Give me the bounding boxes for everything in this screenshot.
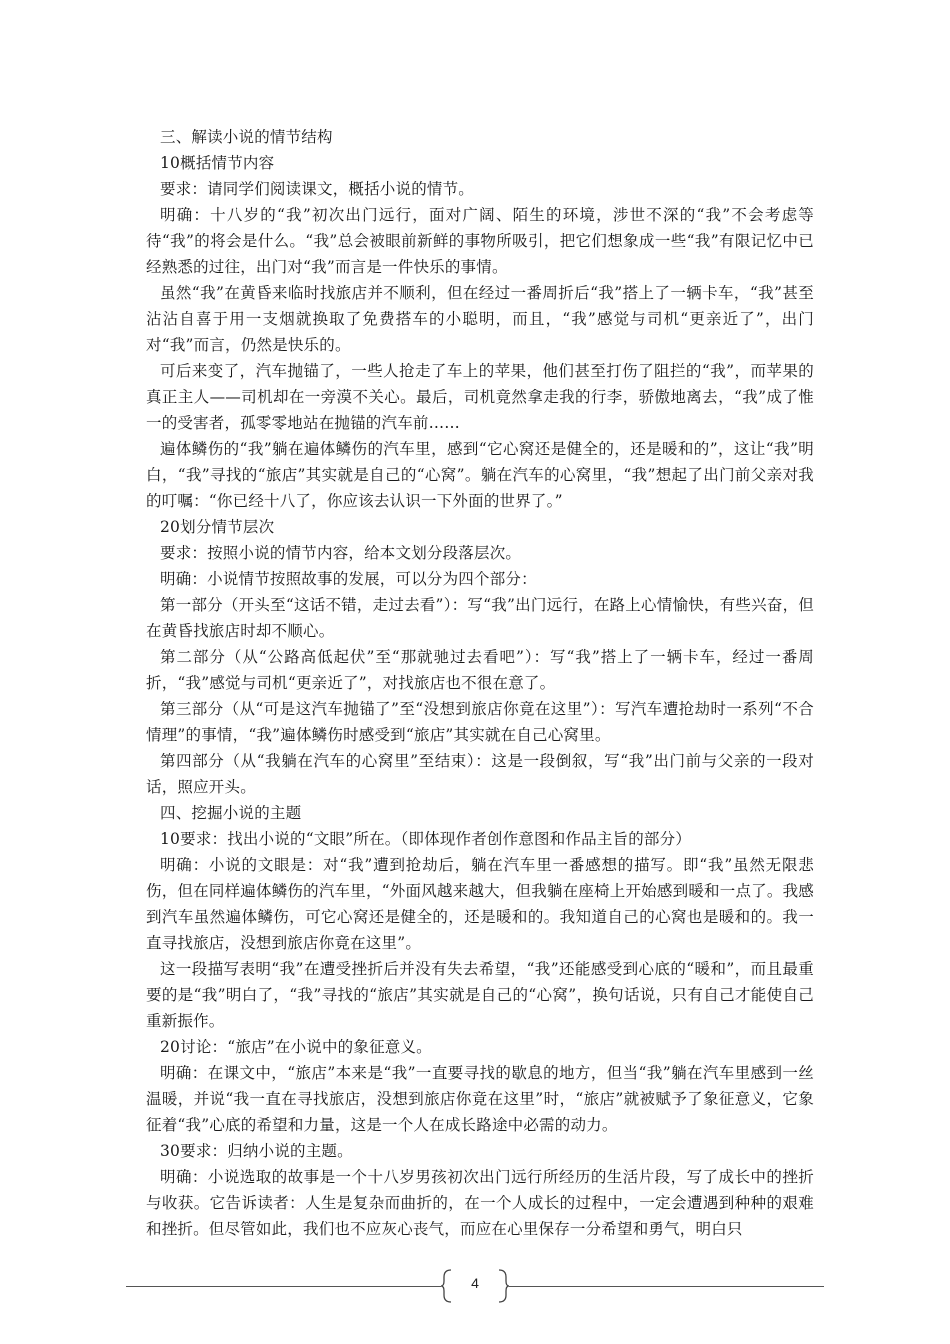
section-heading-3: 三、解读小说的情节结构: [160, 128, 333, 146]
paragraph: 明确：十八岁的“我”初次出门远行，面对广阔、陌生的环境，涉世不深的“我”不会考虑等待“我”的将会是什么。“我”总会被眼前新鲜的事物所吸引，把它们想象成一些“我”有限记忆中已经熟悉的过往，出门对“我”而言是一件快乐的事情。: [146, 206, 814, 276]
paragraph: 明确：小说选取的故事是一个十八岁男孩初次出门远行所经历的生活片段，写了成长中的挫折与收获。它告诉读者：人生是复杂而曲折的，在一个人成长的过程中，一定会遭遇到种种的艰难和挫折。但尽管如此，我们也不应灰心丧气，而应在心里保存一分希望和勇气，明白只: [146, 1168, 814, 1238]
paragraph: 第二部分（从“公路高低起伏”至“那就驰过去看吧”）：写“我”搭上了一辆卡车，经过一番周折，“我”感觉与司机“更亲近了”，对找旅店也不很在意了。: [146, 648, 814, 692]
paragraph: 明确：在课文中，“旅店”本来是“我”一直要寻找的歇息的地方，但当“我”躺在汽车里感到一丝温暖，并说“我一直在寻找旅店，没想到旅店你竟在这里”时，“旅店”就被赋予了象征意义，它象征着“我”心底的希望和力量，这是一个人在成长路途中必需的动力。: [146, 1064, 814, 1134]
subheading-text-eye: 10要求：找出小说的“文眼”所在。（即体现作者创作意图和作品主旨的部分）: [160, 830, 692, 848]
paragraph: 这一段描写表明“我”在遭受挫折后并没有失去希望，“我”还能感受到心底的“暖和”，而且最重要的是“我”明白了，“我”寻找的“旅店”其实就是自己的“心窝”，换句话说，只有自己才能使自己重新振作。: [146, 960, 814, 1030]
paragraph: 虽然“我”在黄昏来临时找旅店并不顺利，但在经过一番周折后“我”搭上了一辆卡车，“我”甚至沾沾自喜于用一支烟就换取了免费搭车的小聪明，而且，“我”感觉与司机“更亲近了”，出门对“我”而言，仍然是快乐的。: [146, 284, 814, 354]
document-body: [146, 124, 814, 1242]
subheading-discussion: 20讨论：“旅店”在小说中的象征意义。: [160, 1038, 432, 1056]
paragraph: 可后来变了，汽车抛锚了，一些人抢走了车上的苹果，他们甚至打伤了阻拦的“我”，而苹果的真正主人——司机却在一旁漠不关心。最后，司机竟然拿走我的行李，骄傲地离去，“我”成了惟一的受害者，孤零零地站在抛锚的汽车前……: [146, 362, 814, 432]
footer-divider-right: [509, 1286, 824, 1287]
paragraph: 遍体鳞伤的“我”躺在遍体鳞伤的汽车里，感到“它心窝还是健全的，还是暖和的”，这让“我”明白，“我”寻找的“旅店”其实就是自己的“心窝”。躺在汽车的心窝里，“我”想起了出门前父亲对我的叮嘱：“你已经十八了，你应该去认识一下外面的世界了。”: [146, 440, 814, 510]
page-footer: [126, 1269, 824, 1305]
page-number: 4: [471, 1275, 479, 1291]
paragraph: 要求：请同学们阅读课文，概括小说的情节。: [160, 180, 475, 198]
subheading-plot-layers: 20划分情节层次: [160, 518, 275, 536]
footer-divider-left: [126, 1286, 441, 1287]
subheading-theme: 30要求：归纳小说的主题。: [160, 1142, 353, 1160]
paragraph: 明确：小说情节按照故事的发展，可以分为四个部分：: [160, 570, 537, 588]
page-number-frame: [441, 1269, 509, 1303]
section-heading-4: 四、挖掘小说的主题: [160, 804, 302, 822]
paragraph: 第四部分（从“我躺在汽车的心窝里”至结束）：这是一段倒叙，写“我”出门前与父亲的一段对话，照应开头。: [146, 752, 814, 796]
paragraph: 第三部分（从“可是这汽车抛锚了”至“没想到旅店你竟在这里”）：写汽车遭抢劫时一系列“不合情理”的事情，“我”遍体鳞伤时感受到“旅店”其实就在自己心窝里。: [146, 700, 814, 744]
subheading-plot-summary: 10概括情节内容: [160, 154, 275, 172]
paragraph: 第一部分（开头至“这话不错，走过去看”）：写“我”出门远行，在路上心情愉快，有些兴奋，但在黄昏找旅店时却不顺心。: [146, 596, 814, 640]
paragraph: 要求：按照小说的情节内容，给本文划分段落层次。: [160, 544, 522, 562]
paragraph: 明确：小说的文眼是：对“我”遭到抢劫后，躺在汽车里一番感想的描写。即“我”虽然无限悲伤，但在同样遍体鳞伤的汽车里，“外面风越来越大，但我躺在座椅上开始感到暖和一点了。我感到汽车虽然遍体鳞伤，可它心窝还是健全的，还是暖和的。我知道自己的心窝也是暖和的。我一直寻找旅店，没想到旅店你竟在这里”。: [146, 856, 814, 952]
